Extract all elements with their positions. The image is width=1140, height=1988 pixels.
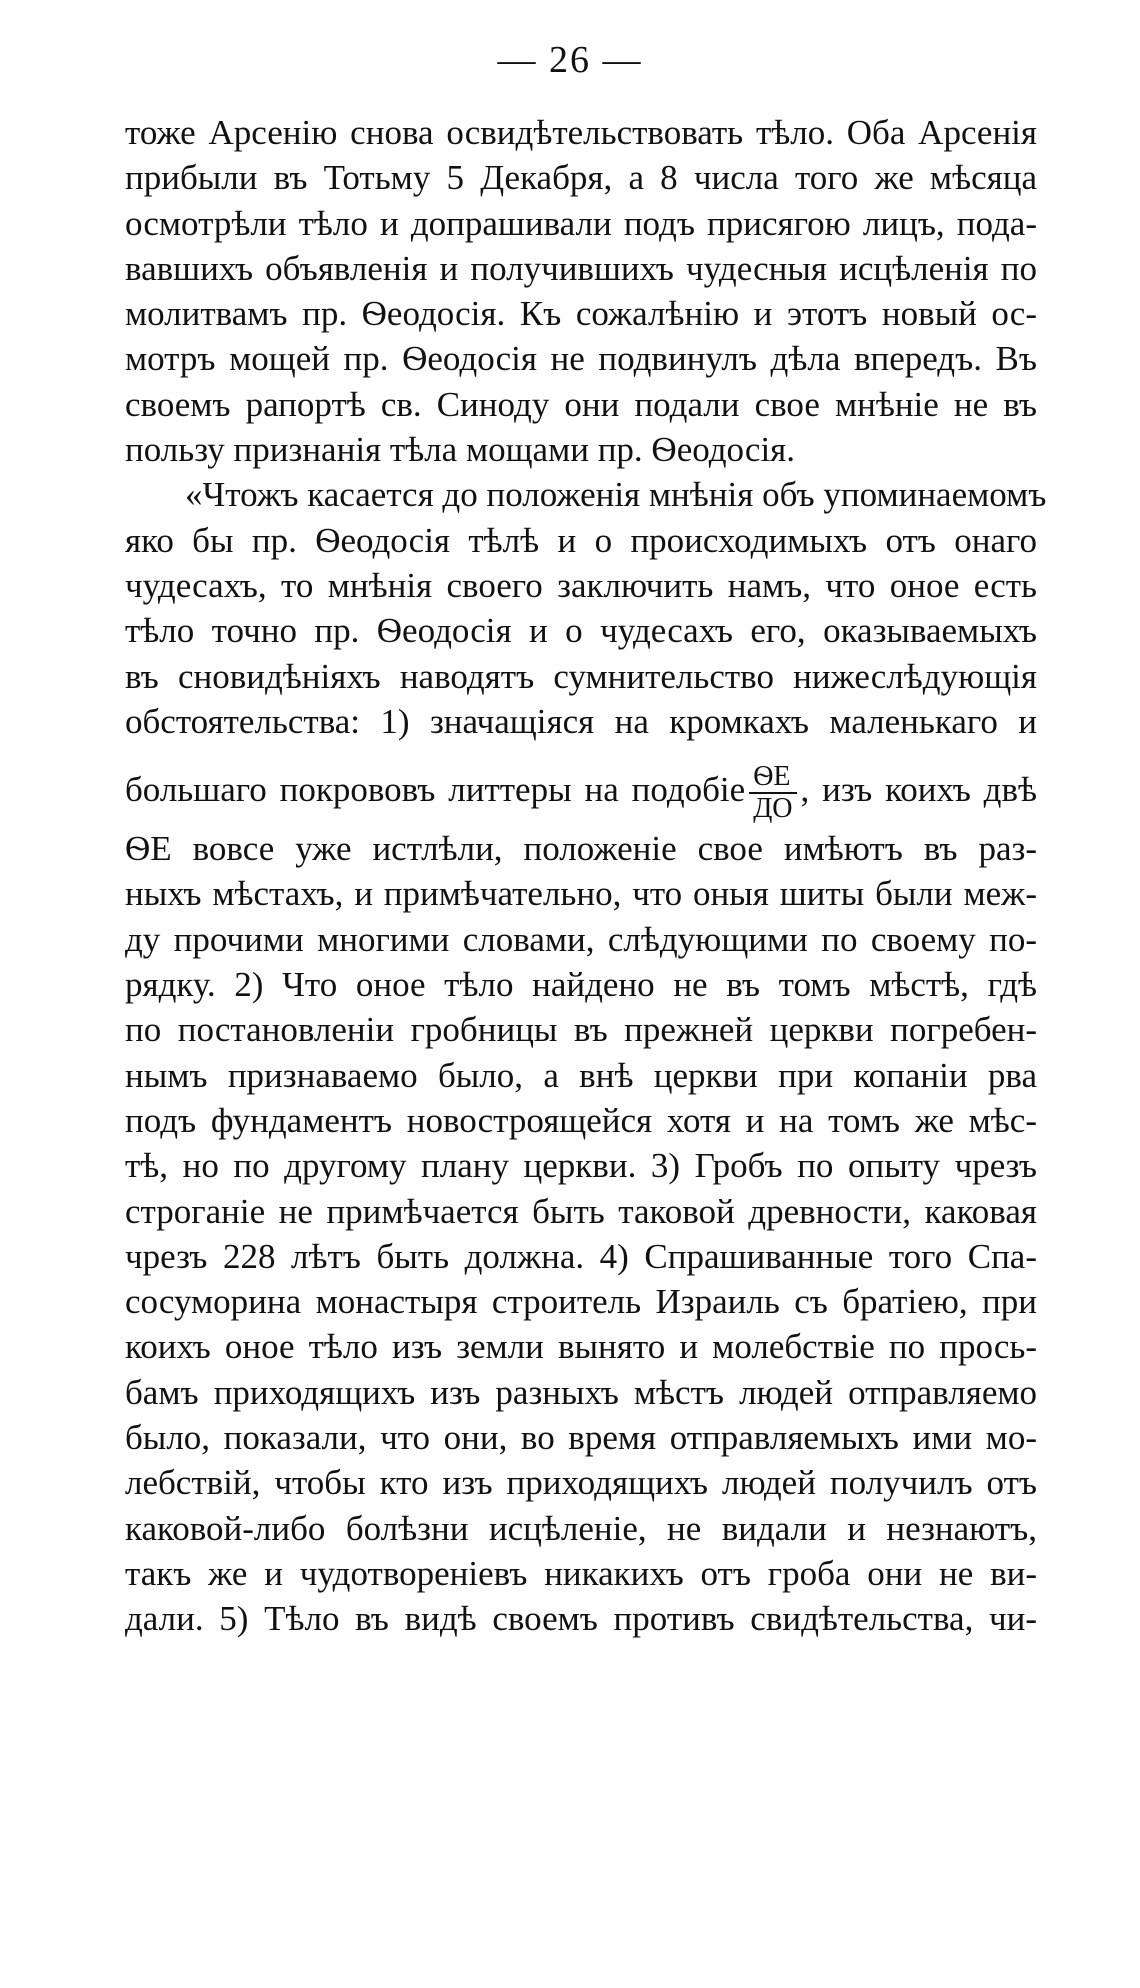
text-line: по постановленіи гробницы въ прежней церкви погребен-: [125, 1010, 1037, 1050]
body-text: [125, 110, 1047, 1642]
fraction-line-after: , изъ коихъ двѣ: [800, 770, 1038, 810]
text-line: въ сновидѣніяхъ наводятъ сумнительство нижеслѣдующія: [125, 656, 1037, 696]
text-line: вавшихъ объявленія и получившихъ чудесныя исцѣленія по: [125, 248, 1037, 288]
text-line: дали. 5) Тѣло въ видѣ своемъ противъ свидѣтельства, чи-: [125, 1599, 1037, 1639]
text-line: прибыли въ Тотьму 5 Декабря, а 8 числа того же мѣсяца: [125, 158, 1037, 198]
text-line: своемъ рапортѣ св. Синоду они подали свое мнѣніе не въ: [125, 384, 1037, 424]
text-line: нымъ признаваемо было, а внѣ церкви при копаніи рва: [125, 1055, 1037, 1095]
text-line: пользу признанія тѣла мощами пр. Ѳеодосія.: [125, 430, 796, 470]
fraction-line-before: большаго покрововъ литтеры на подобіе: [125, 770, 746, 810]
text-line: чудесахъ, то мнѣнія своего заключить намъ, что оное есть: [125, 565, 1037, 605]
text-line: молитвамъ пр. Ѳеодосія. Къ сожалѣнію и этотъ новый ос-: [125, 294, 1037, 334]
text-line: тѣ, но по другому плану церкви. 3) Гробъ по опыту чрезъ: [125, 1146, 1037, 1186]
text-line: строганіе не примѣчается быть таковой древности, каковая: [125, 1191, 1037, 1231]
text-line: мотръ мощей пр. Ѳеодосія не подвинулъ дѣла впередъ. Въ: [125, 339, 1037, 379]
text-line: ѲЕ вовсе уже истлѣли, положеніе свое имѣютъ въ раз-: [125, 829, 1037, 869]
text-line: сосуморина монастыря строитель Израиль съ братіею, при: [125, 1282, 1037, 1322]
text-line: осмотрѣли тѣло и допрашивали подъ присягою лицъ, пода-: [125, 203, 1037, 243]
text-line: «Чтожъ касается до положенія мнѣнія объ упоминаемомъ: [185, 475, 1047, 515]
text-line: лебствій, чтобы кто изъ приходящихъ людей получилъ отъ: [125, 1463, 1037, 1503]
fraction-text-line: [125, 754, 1037, 826]
text-line: чрезъ 228 лѣтъ быть должна. 4) Спрашиванные того Спа-: [125, 1236, 1037, 1276]
text-line: было, показали, что они, во время отправляемыхъ ими мо-: [125, 1418, 1037, 1458]
text-line: яко бы пр. Ѳеодосія тѣлѣ и о происходимыхъ отъ онаго: [125, 520, 1037, 560]
text-line: такъ же и чудотвореніевъ никакихъ отъ гроба они не ви-: [125, 1553, 1037, 1593]
text-line: бамъ приходящихъ изъ разныхъ мѣстъ людей отправляемо: [125, 1372, 1037, 1412]
text-line: каковой-либо болѣзни исцѣленіе, не видали и незнаютъ,: [125, 1508, 1037, 1548]
page-number: — 26 —: [497, 39, 643, 81]
text-line: тоже Арсенію снова освидѣтельствовать тѣло. Оба Арсенія: [125, 113, 1037, 152]
letter-fraction: [749, 762, 796, 824]
text-line: подъ фундаментъ новостроящейся хотя и на томъ же мѣс-: [125, 1100, 1037, 1140]
text-line: рядку. 2) Что оное тѣло найдено не въ томъ мѣстѣ, гдѣ: [125, 965, 1037, 1005]
fraction-numerator: ѲЕ: [749, 762, 796, 794]
text-line: ныхъ мѣстахъ, и примѣчательно, что оныя шиты были меж-: [125, 874, 1037, 914]
text-line: ду прочими многими словами, слѣдующими по своему по-: [125, 919, 1037, 959]
text-line: коихъ оное тѣло изъ земли вынято и молебствіе по прось-: [125, 1327, 1037, 1367]
text-line: обстоятельства: 1) значащіяся на кромкахъ маленькаго и: [125, 701, 1037, 741]
text-line: тѣло точно пр. Ѳеодосія и о чудесахъ его, оказываемыхъ: [125, 611, 1037, 651]
fraction-denominator: ДО: [753, 793, 793, 825]
